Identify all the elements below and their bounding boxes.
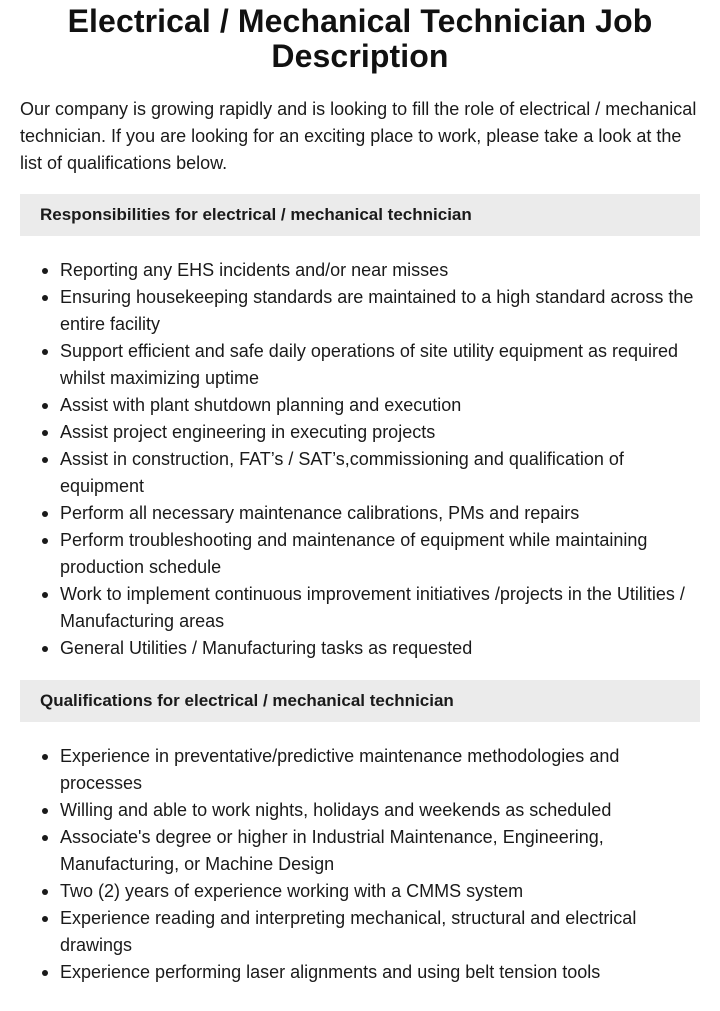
page-title: Electrical / Mechanical Technician Job Description [67,3,653,74]
list-item: Perform all necessary maintenance calibrations, PMs and repairs [60,500,700,527]
list-item: Associate's degree or higher in Industrial Maintenance, Engineering, Manufacturing, or Machine Design [60,824,700,878]
intro-paragraph: Our company is growing rapidly and is looking to fill the role of electrical / mechanical technician. If you are looking for an exciting place to work, please take a look at the list of qualifications below. [20,99,697,173]
list-item: Support efficient and safe daily operations of site utility equipment as required whilst maximizing uptime [60,338,700,392]
list-item: Assist with plant shutdown planning and execution [60,392,700,419]
qualifications-heading [20,680,700,722]
responsibilities-list [20,257,700,662]
list-item: Assist in construction, FAT’s / SAT’s,commissioning and qualification of equipment [60,446,700,500]
list-item: Experience in preventative/predictive maintenance methodologies and processes [60,743,700,797]
qualifications-list [20,743,700,986]
list-item: Work to implement continuous improvement initiatives /projects in the Utilities / Manufacturing areas [60,581,700,635]
list-item: Ensuring housekeeping standards are maintained to a high standard across the entire facility [60,284,700,338]
list-item: Experience reading and interpreting mechanical, structural and electrical drawings [60,905,700,959]
list-item: Experience performing laser alignments and using belt tension tools [60,959,700,986]
list-item: Assist project engineering in executing projects [60,419,700,446]
list-item: Two (2) years of experience working with a CMMS system [60,878,700,905]
list-item: Reporting any EHS incidents and/or near misses [60,257,700,284]
list-item: Perform troubleshooting and maintenance of equipment while maintaining production schedule [60,527,700,581]
qualifications-heading-label: Qualifications for electrical / mechanical technician [40,691,454,710]
responsibilities-heading [20,194,700,236]
responsibilities-heading-label: Responsibilities for electrical / mechanical technician [40,205,472,224]
list-item: General Utilities / Manufacturing tasks as requested [60,635,700,662]
list-item: Willing and able to work nights, holidays and weekends as scheduled [60,797,700,824]
